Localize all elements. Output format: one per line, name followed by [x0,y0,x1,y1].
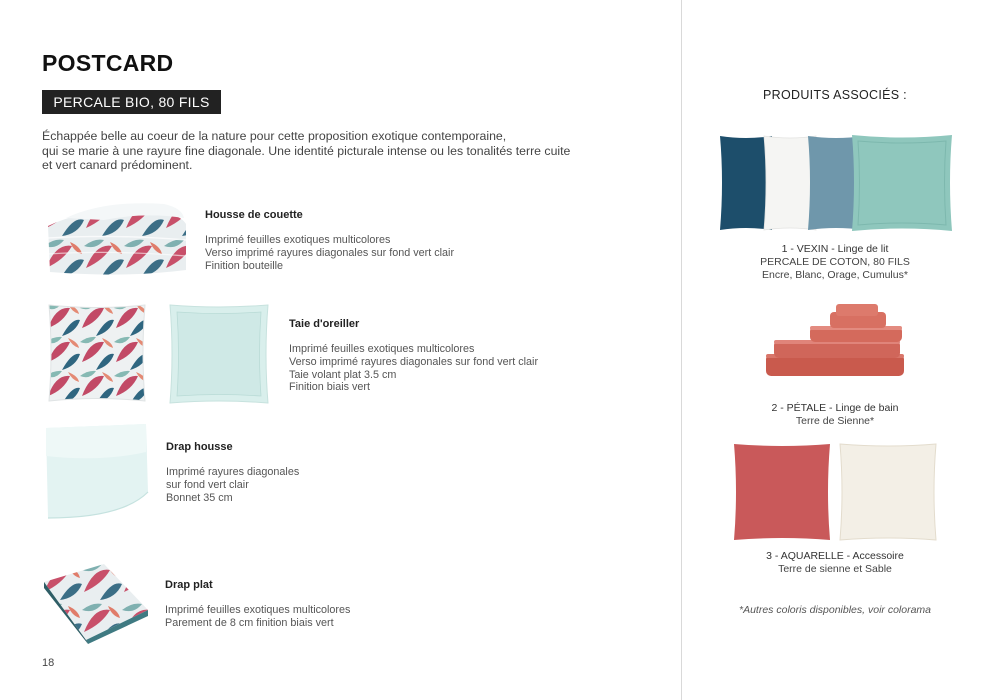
product-line: Imprimé feuilles exotiques multicolores [205,234,391,246]
product-line: Bonnet 35 cm [166,491,233,504]
related-item-title: 2 - PÉTALE - Linge de bain [771,402,899,414]
intro-line: Échappée belle au coeur de la nature pour cette proposition exotique contemporaine, [42,129,507,143]
product-description [289,343,538,394]
related-item-line: Terre de Sienne* [795,415,875,427]
page-number: 18 [42,657,55,669]
product-line: Imprimé feuilles exotiques multicolores [165,604,351,616]
product-description [165,604,350,630]
product-line: Parement de 8 cm finition biais vert [165,616,334,629]
pillowcase-mint-image [168,303,270,405]
product-line: sur fond vert clair [166,478,249,491]
related-item-caption [690,550,980,576]
vexin-pillows-image [716,132,956,236]
product-line: Verso imprimé rayures diagonales sur fond vert clair [205,246,455,259]
product-title: Taie d'oreiller [289,318,360,330]
intro-text [42,129,582,173]
page-title: POSTCARD [42,50,174,76]
pillowcase-printed-image [46,302,148,404]
related-item-line: Terre de sienne et Sable [778,563,892,575]
product-description [166,466,299,504]
related-item-caption [690,243,980,282]
product-line: Imprimé rayures diagonales [166,466,300,478]
petale-towels-image [762,300,908,382]
aquarelle-cushions-image [732,440,942,544]
intro-line: qui se marie à une rayure fine diagonale. Une identité picturale intense ou les tonalités terre cuite [42,143,571,158]
colorama-note: *Autres coloris disponibles, voir colorama [739,604,931,616]
page-divider [681,0,682,700]
product-title: Drap plat [165,579,213,591]
product-line: Imprimé feuilles exotiques multicolores [289,343,475,355]
product-line: Taie volant plat 3.5 cm [289,368,397,381]
product-line: Verso imprimé rayures diagonales sur fond vert clair [289,355,539,368]
related-item-title: 1 - VEXIN - Linge de lit [781,243,889,255]
collection-badge: PERCALE BIO, 80 FILS [42,90,221,114]
duvet-cover-image [44,198,190,278]
product-line: Finition biais vert [289,381,371,394]
intro-line: et vert canard prédominent. [42,158,193,172]
fitted-sheet-image [42,422,150,522]
product-description [205,234,454,272]
related-item-title: 3 - AQUARELLE - Accessoire [766,550,904,562]
flat-sheet-image [42,562,150,644]
related-item-caption [690,402,980,428]
related-products-heading: PRODUITS ASSOCIÉS : [763,88,907,102]
product-title: Housse de couette [205,209,303,221]
product-title: Drap housse [166,441,233,453]
related-item-line: PERCALE DE COTON, 80 FILS [760,256,910,268]
product-line: Finition bouteille [205,259,284,272]
related-item-line: Encre, Blanc, Orage, Cumulus* [762,269,908,281]
